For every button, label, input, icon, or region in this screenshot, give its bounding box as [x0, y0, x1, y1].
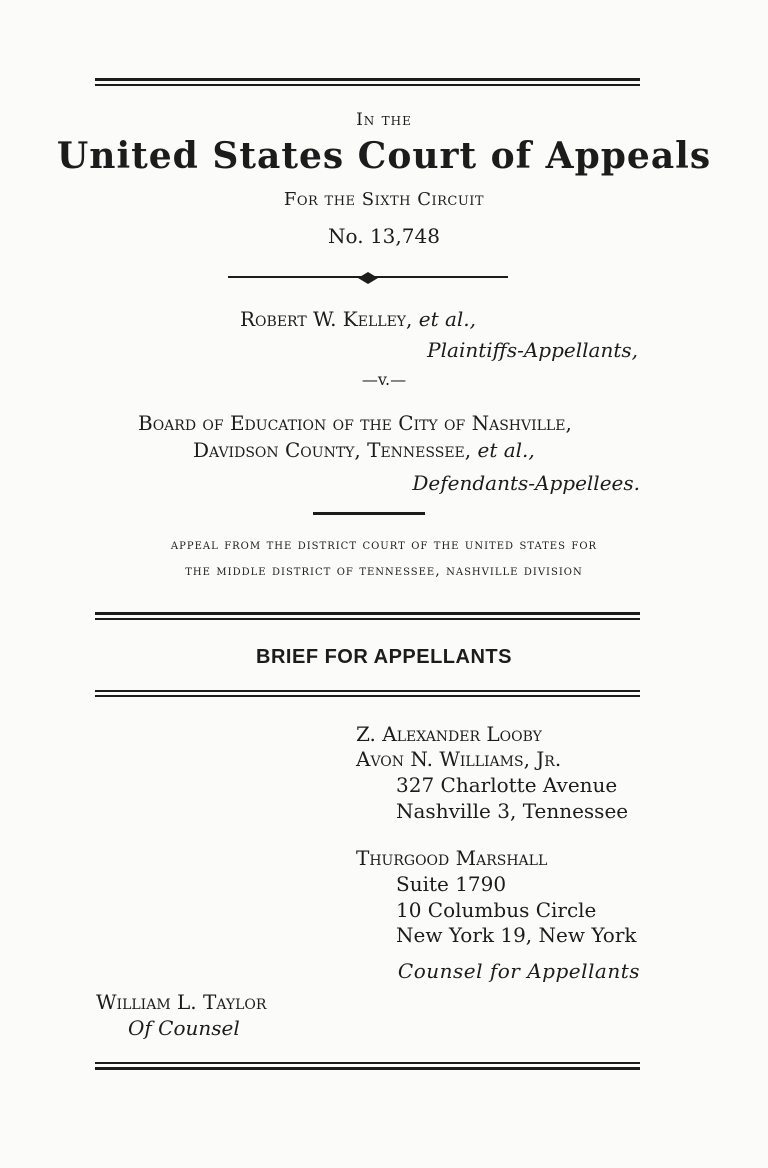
address-1-line-2: Nashville 3, Tennessee — [396, 799, 629, 823]
plaintiff-name: Robert W. Kelley, — [240, 307, 413, 331]
defendant-line-2: Davidson County, Tennessee, — [193, 438, 472, 462]
top-double-rule — [95, 78, 640, 86]
defendant-role: Defendants-Appellees. — [412, 471, 640, 495]
of-counsel-name: William L. Taylor — [96, 990, 267, 1014]
defendant-et-al: et al., — [477, 438, 535, 462]
brief-title: BRIEF FOR APPELLANTS — [256, 646, 512, 668]
plaintiff-line — [240, 307, 476, 331]
lower-double-rule — [95, 690, 640, 697]
defendant-line-2-wrap — [193, 438, 535, 462]
appeal-line-1: appeal from the district court of the united states for — [170, 537, 598, 553]
defendant-line-1: Board of Education of the City of Nashville, — [138, 411, 572, 435]
of-counsel-label: Of Counsel — [128, 1016, 240, 1040]
address-2-line-3: New York 19, New York — [396, 923, 637, 947]
plaintiff-role: Plaintiffs-Appellants, — [427, 338, 638, 362]
attorney-looby: Z. Alexander Looby — [356, 722, 542, 746]
in-the-caption: In the — [356, 110, 412, 130]
court-name-title: United States Court of Appeals — [56, 135, 712, 177]
address-1-line-1: 327 Charlotte Avenue — [396, 773, 618, 797]
mid-double-rule — [95, 612, 640, 620]
diamond-ornament-icon — [358, 271, 378, 285]
plaintiff-et-al: et al., — [418, 307, 477, 331]
attorney-williams: Avon N. Williams, Jr. — [356, 747, 562, 771]
attorney-marshall: Thurgood Marshall — [356, 846, 548, 870]
short-divider — [313, 512, 425, 515]
counsel-for-appellants: Counsel for Appellants — [397, 959, 640, 983]
circuit-caption: For the Sixth Circuit — [283, 189, 485, 210]
bottom-double-rule — [95, 1062, 640, 1070]
address-2-line-2: 10 Columbus Circle — [396, 898, 597, 922]
appeal-line-2: the middle district of tennessee, nashville division — [185, 563, 583, 579]
docket-number: No. 13,748 — [328, 224, 440, 248]
address-2-line-1: Suite 1790 — [396, 872, 507, 896]
versus: —v.— — [361, 370, 407, 389]
